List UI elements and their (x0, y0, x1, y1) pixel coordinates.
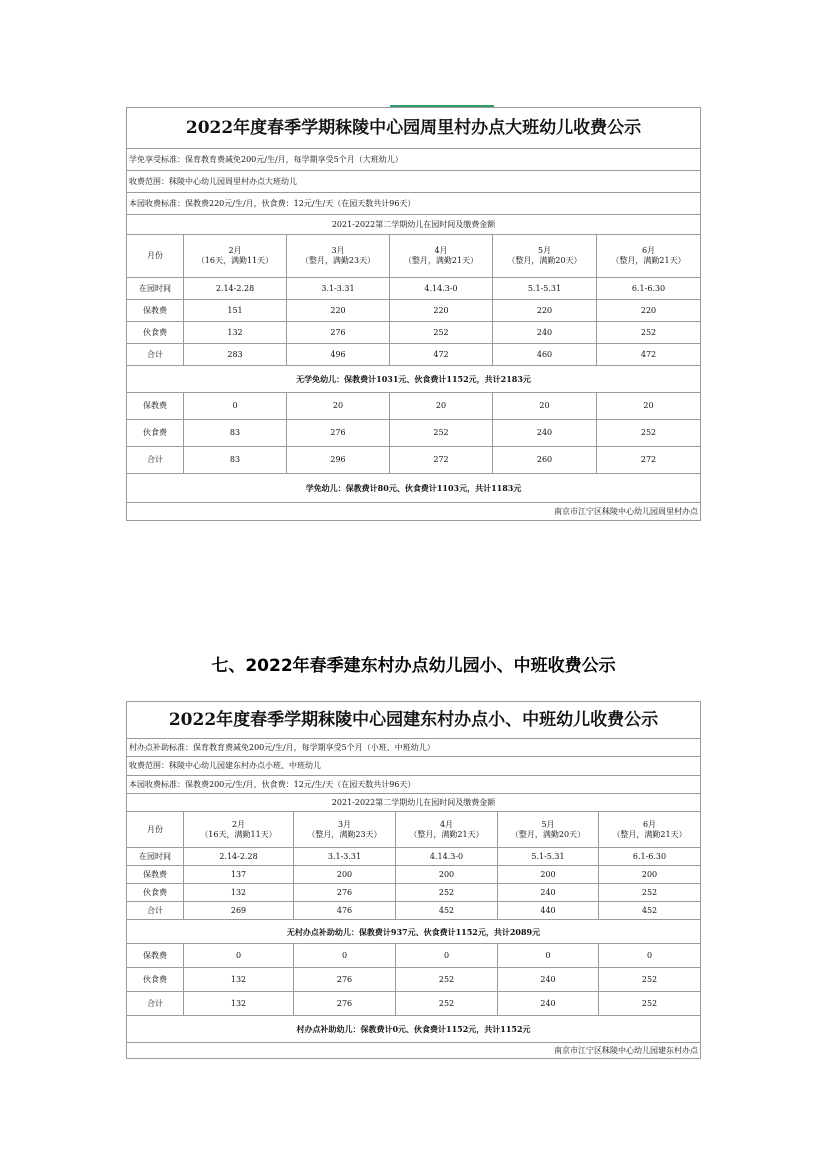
cell: 276 (287, 420, 390, 447)
cell: 0 (184, 944, 294, 968)
cell: 2.14-2.28 (184, 278, 287, 300)
subsidy-note: 村办点补助标准：保育教育费减免200元/生/月，每学期享受5个月（小班、中班幼儿） (127, 739, 701, 757)
row-label: 在园时间 (127, 278, 184, 300)
cell: 452 (396, 902, 498, 920)
month-name: 4月 (434, 246, 448, 255)
cell: 240 (493, 322, 597, 344)
cell: 272 (390, 447, 493, 474)
month-header-row (127, 812, 701, 848)
month-name: 5月 (537, 246, 552, 255)
month-days: （整月，满勤21天） (611, 256, 686, 265)
month-days: （16天，满勤11天） (200, 829, 277, 839)
cell: 252 (396, 968, 498, 992)
row-label: 伙食费 (127, 322, 184, 344)
table-subtitle: 2021-2022第二学期幼儿在园时间及缴费金额 (127, 215, 701, 235)
cell: 252 (390, 420, 493, 447)
row-label: 合计 (127, 902, 184, 920)
cell: 252 (396, 884, 498, 902)
cell: 240 (498, 884, 599, 902)
table-row (127, 866, 701, 884)
summary-no-subsidy: 无村办点补助幼儿：保教费计937元、伙食费计1152元，共计2089元 (127, 920, 701, 944)
row-label: 保教费 (127, 393, 184, 420)
scope-note: 收费范围：秣陵中心幼儿园周里村办点大班幼儿 (127, 171, 701, 193)
row-label: 保教费 (127, 866, 184, 884)
month-header (498, 812, 599, 848)
month-header (294, 812, 396, 848)
subsidy-note: 学免享受标准：保育教育费减免200元/生/月，每学期享受5个月（大班幼儿） (127, 149, 701, 171)
month-name: 2月 (228, 246, 242, 255)
table-row (127, 393, 701, 420)
table-row (127, 968, 701, 992)
cell: 83 (184, 447, 287, 474)
table-subtitle: 2021-2022第二学期幼儿在园时间及缴费金额 (127, 794, 701, 812)
month-header (287, 235, 390, 278)
cell: 496 (287, 344, 390, 366)
standard-note: 本园收费标准：保教费200元/生/月，伙食费：12元/生/天（在园天数共计96天） (127, 776, 701, 794)
cell: 2.14-2.28 (184, 848, 294, 866)
cell: 276 (294, 884, 396, 902)
table-row (127, 447, 701, 474)
sheet-title: 2022年度春季学期秣陵中心园周里村办点大班幼儿收费公示 (127, 108, 701, 149)
cell: 4.14.3-0 (390, 278, 493, 300)
month-name: 5月 (541, 819, 555, 829)
summary-with-subsidy: 村办点补助幼儿：保教费计0元、伙食费计1152元，共计1152元 (127, 1016, 701, 1043)
cell: 20 (287, 393, 390, 420)
cell: 252 (597, 322, 701, 344)
month-header (396, 812, 498, 848)
cell: 296 (287, 447, 390, 474)
cell: 260 (493, 447, 597, 474)
cell: 83 (184, 420, 287, 447)
row-label: 在园时间 (127, 848, 184, 866)
table-row (127, 992, 701, 1016)
summary-no-subsidy: 无学免幼儿：保教费计1031元、伙食费计1152元，共计2183元 (127, 366, 701, 393)
month-label: 月份 (127, 235, 184, 278)
cell: 276 (294, 968, 396, 992)
cell: 5.1-5.31 (493, 278, 597, 300)
table-row (127, 848, 701, 866)
section-heading: 七、2022年春季建东村办点幼儿园小、中班收费公示 (211, 656, 616, 676)
cell: 0 (599, 944, 701, 968)
cell: 220 (287, 300, 390, 322)
cell: 20 (390, 393, 493, 420)
month-days: （整月，满勤23天） (300, 256, 376, 265)
cell: 440 (498, 902, 599, 920)
cell: 240 (498, 968, 599, 992)
cell: 252 (599, 992, 701, 1016)
cell: 276 (294, 992, 396, 1016)
cell: 252 (599, 884, 701, 902)
month-header (599, 812, 701, 848)
row-label: 伙食费 (127, 884, 184, 902)
month-days: （整月，满勤21天） (612, 829, 687, 839)
month-header (597, 235, 701, 278)
cell: 20 (597, 393, 701, 420)
cell: 5.1-5.31 (498, 848, 599, 866)
row-label: 合计 (127, 344, 184, 366)
cell: 252 (396, 992, 498, 1016)
row-label: 保教费 (127, 300, 184, 322)
table-row (127, 322, 701, 344)
row-label: 保教费 (127, 944, 184, 968)
fee-table-1 (126, 107, 701, 521)
month-name: 3月 (337, 819, 352, 829)
row-label: 合计 (127, 447, 184, 474)
cell: 3.1-3.31 (294, 848, 396, 866)
cell: 269 (184, 902, 294, 920)
cell: 132 (184, 884, 294, 902)
cell: 137 (184, 866, 294, 884)
cell: 452 (599, 902, 701, 920)
cell: 200 (396, 866, 498, 884)
footer-signature: 南京市江宁区秣陵中心幼儿园建东村办点 (127, 1043, 701, 1059)
table-row (127, 902, 701, 920)
month-name: 2月 (231, 819, 246, 829)
month-name: 6月 (641, 246, 656, 255)
table-row (127, 884, 701, 902)
month-header (184, 812, 294, 848)
cell: 476 (294, 902, 396, 920)
table-row (127, 344, 701, 366)
table-row (127, 944, 701, 968)
month-days: （整月，满勤20天） (507, 256, 582, 265)
summary-with-subsidy: 学免幼儿：保教费计80元、伙食费计1103元，共计1183元 (127, 474, 701, 503)
cell: 132 (184, 968, 294, 992)
month-header-row (127, 235, 701, 278)
cell: 200 (294, 866, 396, 884)
fee-table-2 (126, 701, 701, 1059)
cell: 220 (597, 300, 701, 322)
month-days: （整月，满勤21天） (403, 256, 479, 265)
month-days: （整月，满勤23天） (307, 829, 382, 839)
cell: 272 (597, 447, 701, 474)
cell: 20 (493, 393, 597, 420)
cell: 252 (390, 322, 493, 344)
table-row (127, 300, 701, 322)
cell: 132 (184, 992, 294, 1016)
cell: 472 (597, 344, 701, 366)
cell: 200 (599, 866, 701, 884)
table-row (127, 278, 701, 300)
cell: 6.1-6.30 (599, 848, 701, 866)
row-label: 伙食费 (127, 420, 184, 447)
cell: 200 (498, 866, 599, 884)
cell: 276 (287, 322, 390, 344)
cell: 472 (390, 344, 493, 366)
cell: 0 (184, 393, 287, 420)
cell: 151 (184, 300, 287, 322)
cell: 3.1-3.31 (287, 278, 390, 300)
month-header (493, 235, 597, 278)
table-row (127, 420, 701, 447)
row-label: 伙食费 (127, 968, 184, 992)
cell: 283 (184, 344, 287, 366)
cell: 132 (184, 322, 287, 344)
month-name: 4月 (439, 819, 454, 829)
month-days: （整月，满勤21天） (409, 829, 484, 839)
cell: 252 (599, 968, 701, 992)
cell: 252 (597, 420, 701, 447)
cell: 4.14.3-0 (396, 848, 498, 866)
sheet-title: 2022年度春季学期秣陵中心园建东村办点小、中班幼儿收费公示 (127, 702, 701, 739)
cell: 460 (493, 344, 597, 366)
month-header (184, 235, 287, 278)
fee-sheet-1 (126, 107, 700, 521)
cell: 0 (294, 944, 396, 968)
cell: 6.1-6.30 (597, 278, 701, 300)
footer-signature: 南京市江宁区秣陵中心幼儿园周里村办点 (127, 503, 701, 521)
cell: 0 (396, 944, 498, 968)
standard-note: 本园收费标准：保教费220元/生/月，伙食费：12元/生/天（在园天数共计96天） (127, 193, 701, 215)
fee-sheet-2 (126, 701, 700, 1059)
row-label: 合计 (127, 992, 184, 1016)
cell: 220 (390, 300, 493, 322)
month-header (390, 235, 493, 278)
month-label: 月份 (127, 812, 184, 848)
cell: 0 (498, 944, 599, 968)
month-days: （整月，满勤20天） (510, 829, 586, 839)
cell: 240 (493, 420, 597, 447)
month-name: 3月 (331, 246, 345, 255)
month-name: 6月 (642, 819, 657, 829)
scope-note: 收费范围：秣陵中心幼儿园建东村办点小班、中班幼儿 (127, 757, 701, 776)
cell: 220 (493, 300, 597, 322)
month-days: （16天，满勤11天） (196, 256, 274, 265)
cell: 240 (498, 992, 599, 1016)
